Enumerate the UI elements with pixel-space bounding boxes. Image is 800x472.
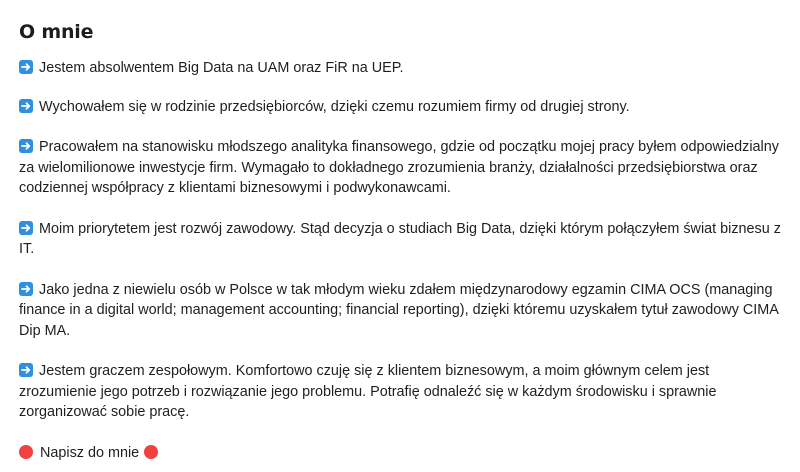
paragraph-text: Moim priorytetem jest rozwój zawodowy. Stąd decyzja o studiach Big Data, dzięki którym połączyłem świat biznesu z IT. — [19, 220, 781, 257]
paragraph-text: Jestem absolwentem Big Data na UAM oraz FiR na UEP. — [39, 60, 404, 76]
about-section — [19, 18, 789, 463]
right-arrow-icon — [19, 363, 33, 377]
section-title: O mnie — [19, 21, 94, 43]
right-arrow-icon — [19, 221, 33, 235]
right-arrow-icon — [19, 99, 33, 113]
paragraph-education — [19, 58, 789, 79]
paragraph-work-experience — [19, 137, 789, 199]
contact-line[interactable] — [19, 443, 789, 463]
paragraph-cima — [19, 280, 789, 342]
right-arrow-icon — [19, 139, 33, 153]
right-arrow-icon — [19, 282, 33, 296]
paragraph-team-player — [19, 361, 789, 423]
paragraph-text: Pracowałem na stanowisku młodszego analityka finansowego, gdzie od początku mojej pracy byłem odpowiedzialny za wielomilionowe inwestycje firm. Wymagało to dokładnego zrozumienia branży, działalności przedsiębiorstwa oraz codziennej współpracy z klientami biznesowymi i podwykonawcami. — [19, 139, 779, 196]
paragraph-development — [19, 219, 789, 260]
right-arrow-icon — [19, 60, 33, 74]
paragraph-family — [19, 97, 789, 118]
paragraph-text: Jako jedna z niewielu osób w Polsce w tak młodym wieku zdałem międzynarodowy egzamin CIMA OCS (managing finance in a digital world; management accounting; financial reporting), dzięki któremu uzyskałem tytuł zawodowy CIMA Dip MA. — [19, 281, 779, 339]
red-circle-icon — [19, 445, 33, 459]
paragraph-text: Jestem graczem zespołowym. Komfortowo czuję się z klientem biznesowym, a moim głównym celem jest zrozumienie jego potrzeb i rozwiązanie jego problemu. Potrafię odnaleźć się w każdym środowisku i sprawnie zorganizować sobie pracę. — [19, 363, 717, 420]
red-circle-icon — [144, 445, 158, 459]
paragraph-text: Wychowałem się w rodzinie przedsiębiorców, dzięki czemu rozumiem firmy od drugiej strony. — [39, 98, 630, 115]
contact-label[interactable]: Napisz do mnie — [40, 444, 140, 461]
